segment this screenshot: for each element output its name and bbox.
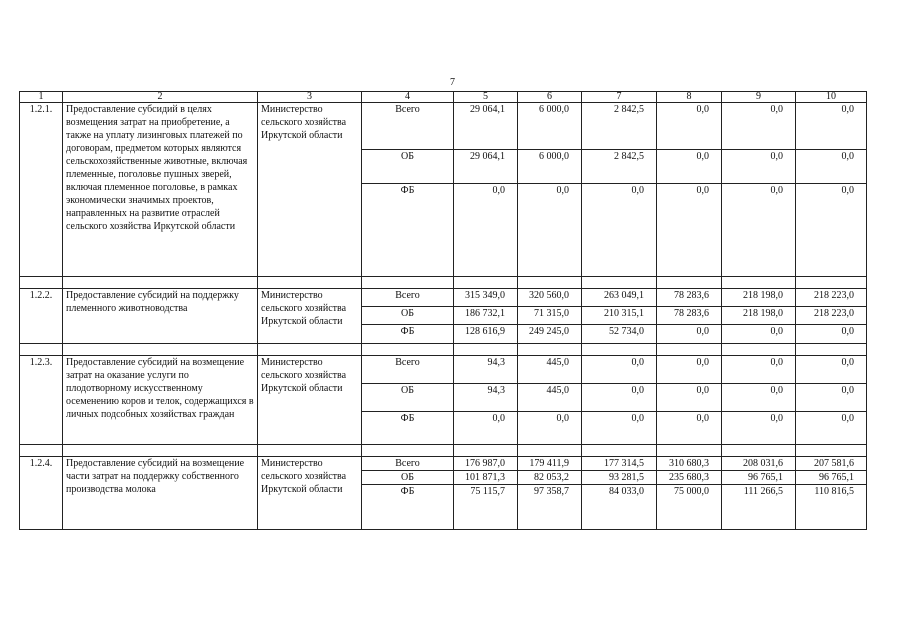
table-row [20,457,867,471]
amount-cell: 177 314,5 [582,457,657,471]
spacer-cell [454,445,518,457]
amount-cell: 0,0 [796,103,867,150]
table-row [20,103,867,150]
amount-cell: 75 000,0 [657,485,722,530]
spacer-cell [796,344,867,356]
header-cell: 4 [362,92,454,103]
program-table [19,91,867,530]
amount-cell: 0,0 [657,325,722,344]
spacer-cell [20,445,63,457]
spacer-cell [796,277,867,289]
spacer-cell [518,445,582,457]
amount-cell: 78 283,6 [657,289,722,307]
spacer-cell [582,277,657,289]
amount-cell: 0,0 [796,184,867,277]
spacer-cell [362,445,454,457]
spacer-cell [796,445,867,457]
amount-cell: 0,0 [722,356,796,384]
table-row [20,289,867,307]
amount-cell: 0,0 [796,384,867,412]
header-cell: 1 [20,92,63,103]
amount-cell: 0,0 [722,103,796,150]
amount-cell: 6 000,0 [518,103,582,150]
responsible-ministry: Министерство сельского хозяйства Иркутской области [258,457,362,530]
amount-cell: 84 033,0 [582,485,657,530]
spacer-cell [454,344,518,356]
responsible-ministry: Министерство сельского хозяйства Иркутской области [258,289,362,344]
item-number: 1.2.2. [20,289,63,344]
item-number: 1.2.4. [20,457,63,530]
amount-cell: 0,0 [796,325,867,344]
header-cell: 7 [582,92,657,103]
header-cell: 10 [796,92,867,103]
amount-cell: 78 283,6 [657,307,722,325]
amount-cell: 218 223,0 [796,289,867,307]
amount-cell: 82 053,2 [518,471,582,485]
amount-cell: 249 245,0 [518,325,582,344]
amount-cell: 96 765,1 [722,471,796,485]
spacer-row [20,445,867,457]
item-description: Предоставление субсидий на возмещение затрат на оказание услуги по плодотворному искусственному осеменению коров и телок, содержащихся в личных подсобных хозяйствах граждан [63,356,258,445]
amount-cell: 320 560,0 [518,289,582,307]
amount-cell: 218 198,0 [722,289,796,307]
spacer-cell [258,344,362,356]
amount-cell: 0,0 [657,384,722,412]
amount-cell: 0,0 [796,356,867,384]
amount-cell: 6 000,0 [518,150,582,184]
amount-cell: 2 842,5 [582,103,657,150]
responsible-ministry: Министерство сельского хозяйства Иркутской области [258,356,362,445]
spacer-cell [20,344,63,356]
amount-cell: 186 732,1 [454,307,518,325]
amount-cell: 310 680,3 [657,457,722,471]
spacer-cell [454,277,518,289]
item-number: 1.2.3. [20,356,63,445]
amount-cell: 29 064,1 [454,150,518,184]
amount-cell: 0,0 [722,384,796,412]
funding-source: Всего [362,103,454,150]
spacer-cell [362,277,454,289]
amount-cell: 207 581,6 [796,457,867,471]
amount-cell: 0,0 [657,412,722,445]
header-cell: 9 [722,92,796,103]
amount-cell: 29 064,1 [454,103,518,150]
header-cell: 5 [454,92,518,103]
amount-cell: 0,0 [722,325,796,344]
amount-cell: 0,0 [454,412,518,445]
header-cell: 2 [63,92,258,103]
amount-cell: 176 987,0 [454,457,518,471]
funding-source: ОБ [362,384,454,412]
amount-cell: 445,0 [518,356,582,384]
spacer-cell [258,277,362,289]
responsible-ministry: Министерство сельского хозяйства Иркутской области [258,103,362,277]
amount-cell: 0,0 [582,356,657,384]
amount-cell: 218 223,0 [796,307,867,325]
header-cell: 6 [518,92,582,103]
amount-cell: 208 031,6 [722,457,796,471]
amount-cell: 0,0 [722,412,796,445]
amount-cell: 179 411,9 [518,457,582,471]
amount-cell: 52 734,0 [582,325,657,344]
amount-cell: 94,3 [454,384,518,412]
amount-cell: 0,0 [796,150,867,184]
amount-cell: 218 198,0 [722,307,796,325]
item-description: Предоставление субсидий в целях возмещения затрат на приобретение, а также на уплату лизинговых платежей по договорам, предметом которых являются сельскохозяйственные животные, включая племенные, поголовье пушных зверей, включая племенное поголовье, в рамках экономически значимых проектов, направленных на развитие отраслей сельского хозяйства Иркутской области [63,103,258,277]
spacer-cell [63,445,258,457]
spacer-cell [722,277,796,289]
spacer-row [20,277,867,289]
amount-cell: 110 816,5 [796,485,867,530]
amount-cell: 0,0 [518,184,582,277]
amount-cell: 0,0 [582,412,657,445]
item-description: Предоставление субсидий на поддержку племенного животноводства [63,289,258,344]
amount-cell: 235 680,3 [657,471,722,485]
amount-cell: 210 315,1 [582,307,657,325]
funding-source: ФБ [362,325,454,344]
funding-source: ФБ [362,184,454,277]
amount-cell: 263 049,1 [582,289,657,307]
funding-source: Всего [362,289,454,307]
amount-cell: 0,0 [657,184,722,277]
item-description: Предоставление субсидий на возмещение части затрат на поддержку собственного производства молока [63,457,258,530]
amount-cell: 2 842,5 [582,150,657,184]
spacer-cell [582,344,657,356]
funding-source: ОБ [362,150,454,184]
header-cell: 3 [258,92,362,103]
amount-cell: 0,0 [582,384,657,412]
funding-source: ОБ [362,471,454,485]
item-number: 1.2.1. [20,103,63,277]
spacer-cell [63,277,258,289]
amount-cell: 0,0 [582,184,657,277]
amount-cell: 128 616,9 [454,325,518,344]
spacer-cell [63,344,258,356]
amount-cell: 0,0 [722,150,796,184]
funding-source: Всего [362,356,454,384]
amount-cell: 96 765,1 [796,471,867,485]
amount-cell: 0,0 [657,103,722,150]
amount-cell: 0,0 [657,150,722,184]
header-cell: 8 [657,92,722,103]
amount-cell: 101 871,3 [454,471,518,485]
amount-cell: 71 315,0 [518,307,582,325]
amount-cell: 315 349,0 [454,289,518,307]
funding-source: ФБ [362,412,454,445]
funding-source: ФБ [362,485,454,530]
amount-cell: 0,0 [454,184,518,277]
amount-cell: 97 358,7 [518,485,582,530]
amount-cell: 0,0 [518,412,582,445]
amount-cell: 111 266,5 [722,485,796,530]
amount-cell: 0,0 [657,356,722,384]
amount-cell: 93 281,5 [582,471,657,485]
amount-cell: 0,0 [722,184,796,277]
amount-cell: 0,0 [796,412,867,445]
spacer-cell [518,277,582,289]
spacer-cell [258,445,362,457]
table-row [20,356,867,384]
page-number: 7 [450,77,455,88]
spacer-row [20,344,867,356]
spacer-cell [362,344,454,356]
funding-source: Всего [362,457,454,471]
amount-cell: 94,3 [454,356,518,384]
spacer-cell [657,344,722,356]
spacer-cell [657,445,722,457]
header-row [20,92,867,103]
amount-cell: 445,0 [518,384,582,412]
spacer-cell [582,445,657,457]
amount-cell: 75 115,7 [454,485,518,530]
spacer-cell [722,445,796,457]
spacer-cell [657,277,722,289]
spacer-cell [518,344,582,356]
spacer-cell [20,277,63,289]
spacer-cell [722,344,796,356]
funding-source: ОБ [362,307,454,325]
